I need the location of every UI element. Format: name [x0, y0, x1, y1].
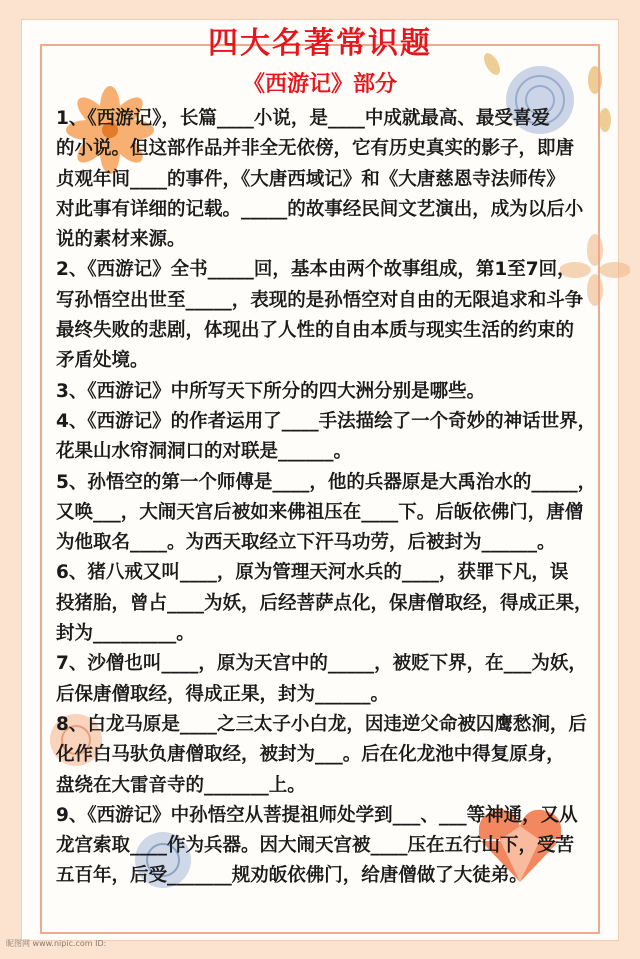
text-line: 的小说。但这部作品并非全无依傍，它有历史真实的影子，即唐	[56, 138, 575, 160]
text-line: 最终失败的悲剧，体现出了人性的自由本质与现实生活的约束的	[56, 320, 575, 342]
page-title: 四大名著常识题	[208, 26, 432, 61]
text-line: 8、白龙马原是____之三太子小白龙，因违逆父命被囚鹰愁涧，后	[56, 713, 587, 735]
text-line: 写孙悟空出世至_____，表现的是孙悟空对自由的无限追求和斗争	[56, 289, 584, 311]
text-line: 9、《西游记》中孙悟空从菩提祖师处学到___、___等神通，又从	[56, 804, 578, 826]
text-line: 5、孙悟空的第一个师傅是____，他的兵器原是大禹治水的_____，	[56, 471, 597, 493]
text-line: 花果山水帘洞洞口的对联是______。	[56, 441, 353, 463]
text-line: 对此事有详细的记载。_____的故事经民间文艺演出，成为以后小	[56, 198, 584, 220]
watermark-text: 昵图网 www.nipic.com ID:	[6, 939, 107, 948]
text-line: 后保唐僧取经，得成正果，封为______。	[56, 683, 390, 705]
text-line: 4、《西游记》的作者运用了____手法描绘了一个奇妙的神话世界，	[56, 410, 597, 432]
text-line: 盘绕在大雷音寺的_______上。	[56, 774, 306, 796]
text-line: 化作白马驮负唐僧取经，被封为___。后在化龙池中得复原身，	[56, 744, 565, 766]
text-line: 说的素材来源。	[56, 229, 186, 251]
text-line: 2、《西游记》全书_____回，基本由两个故事组成，第1至7回，	[56, 259, 576, 281]
text-line: 五百年，后受_______规劝皈依佛门，给唐僧做了大徒弟。	[56, 865, 528, 887]
text-line: 投猪胎，曾占____为妖，后经菩萨点化，保唐僧取经，得成正果，	[56, 592, 593, 614]
text-line: 封为_________。	[56, 623, 195, 645]
text-line: 又唤___，大闹天宫后被如来佛祖压在____下。后皈依佛门，唐僧	[56, 501, 584, 523]
text-line: 3、《西游记》中所写天下所分的四大洲分别是哪些。	[56, 380, 486, 402]
section-subtitle: 《西游记》部分	[242, 72, 397, 97]
question-text	[56, 104, 632, 892]
text-line: 龙宫索取____作为兵器。因大闹天宫被____压在五行山下，受苦	[56, 835, 575, 857]
text-line: 7、沙僧也叫____，原为天宫中的_____，被贬下界，在___为妖，	[56, 653, 587, 675]
text-line: 为他取名____。为西天取经立下汗马功劳，后被封为______。	[56, 532, 556, 554]
text-line: 贞观年间____的事件，《大唐西域记》和《大唐慈恩寺法师传》	[56, 168, 565, 190]
text-line: 6、猪八戒又叫____，原为管理天河水兵的____，获罪下凡，误	[56, 562, 569, 584]
text-line: 矛盾处境。	[56, 350, 149, 372]
text-line: 1、《西游记》，长篇____小说，是____中成就最高、最受喜爱	[56, 108, 550, 129]
